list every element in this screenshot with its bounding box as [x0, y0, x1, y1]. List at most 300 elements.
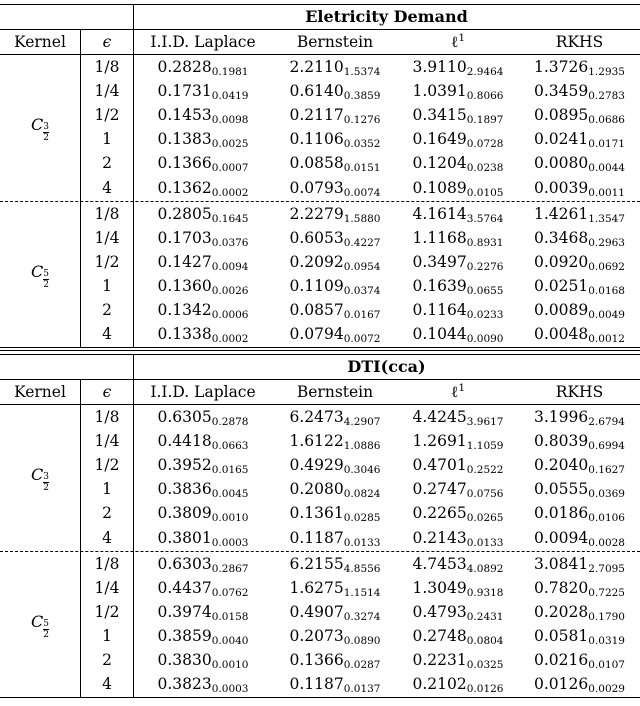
cell-iid-laplace	[133, 672, 273, 696]
mean-value: 4.7453	[412, 554, 467, 573]
cell-bernstein	[273, 477, 397, 501]
cell-bernstein	[273, 127, 397, 151]
mean-value: 0.0080	[534, 154, 589, 173]
epsilon-value: 1/8	[94, 204, 120, 223]
std-value: 4.2907	[343, 416, 381, 428]
cell-iid-laplace	[133, 226, 273, 250]
mean-value: 0.0857	[289, 301, 344, 319]
mean-value: 0.4418	[157, 432, 212, 451]
kernel-fraction	[43, 122, 49, 143]
std-value: 0.0098	[211, 114, 249, 127]
cell-bernstein	[273, 103, 397, 127]
cell-l1	[397, 250, 519, 274]
mean-value: 0.0794	[289, 325, 344, 344]
std-value: 0.2878	[211, 416, 249, 428]
std-value: 0.0133	[466, 536, 504, 549]
mean-value: 0.1731	[157, 82, 212, 101]
epsilon-value: 1/4	[94, 432, 120, 451]
std-value: 3.9617	[466, 416, 504, 428]
mean-value: 0.7820	[534, 578, 589, 597]
kernel-label	[0, 612, 80, 640]
cell-iid-laplace	[133, 103, 273, 127]
header-iid-laplace: I.I.D. Laplace	[150, 33, 256, 51]
mean-value: 0.2143	[412, 528, 467, 547]
header-kernel: Kernel	[14, 383, 66, 401]
cell-rkhs	[519, 55, 640, 79]
mean-value: 0.1427	[157, 252, 212, 271]
mean-value: 0.1366	[157, 154, 212, 173]
std-value: 0.0692	[588, 260, 625, 273]
cell-iid-laplace	[133, 202, 273, 226]
cell-l1	[397, 127, 519, 151]
std-value: 0.0663	[211, 440, 249, 453]
std-value: 0.0137	[343, 683, 381, 696]
mean-value: 0.4437	[157, 578, 212, 597]
cell-iid-laplace	[133, 453, 273, 477]
epsilon-value: 4	[102, 528, 112, 547]
cell-rkhs	[519, 429, 640, 453]
std-value: 0.8066	[466, 90, 504, 103]
cell-bernstein	[273, 226, 397, 250]
std-value: 2.7095	[588, 562, 625, 575]
mean-value: 0.2117	[289, 106, 344, 125]
std-value: 0.9318	[466, 586, 504, 599]
cell-l1	[397, 576, 519, 600]
mean-value: 4.1614	[412, 204, 467, 223]
std-value: 0.4227	[343, 236, 381, 249]
mean-value: 3.1996	[534, 408, 589, 426]
cell-iid-laplace	[133, 322, 273, 346]
cell-bernstein	[273, 250, 397, 274]
mean-value: 0.0251	[534, 276, 589, 295]
cell-bernstein	[273, 405, 397, 429]
std-value: 0.0012	[588, 333, 625, 346]
cell-l1	[397, 600, 519, 624]
mean-value: 0.2805	[157, 204, 212, 223]
mean-value: 0.1044	[412, 325, 467, 344]
cell-bernstein	[273, 298, 397, 322]
cell-l1	[397, 648, 519, 672]
cell-rkhs	[519, 79, 640, 103]
mean-value: 0.6303	[157, 554, 212, 573]
std-value: 0.0040	[211, 634, 249, 647]
std-value: 0.0003	[211, 683, 249, 696]
kernel-fraction-num: 5	[43, 618, 49, 629]
std-value: 0.0376	[211, 236, 249, 249]
mean-value: 0.1453	[157, 106, 212, 125]
mean-value: 0.0094	[534, 528, 589, 547]
cell-rkhs	[519, 322, 640, 346]
std-value: 0.0126	[466, 683, 504, 696]
std-value: 0.2276	[466, 260, 504, 273]
mean-value: 0.3830	[157, 651, 212, 669]
std-value: 0.1897	[466, 114, 504, 127]
std-value: 4.8556	[343, 562, 381, 575]
mean-value: 0.1109	[289, 276, 344, 295]
mean-value: 0.1338	[157, 325, 212, 344]
mean-value: 0.0048	[534, 325, 589, 344]
std-value: 0.0049	[588, 309, 625, 321]
cell-rkhs	[519, 624, 640, 648]
mean-value: 0.6140	[289, 82, 344, 101]
epsilon-value: 2	[102, 154, 112, 173]
cell-rkhs	[519, 127, 640, 151]
table-title: Eletricity Demand	[305, 7, 468, 26]
std-value: 0.0165	[211, 464, 249, 477]
cell-iid-laplace	[133, 576, 273, 600]
col-rule-epsilon	[133, 4, 134, 347]
mean-value: 0.0793	[289, 178, 344, 197]
std-value: 0.0011	[588, 186, 625, 199]
std-value: 0.0369	[588, 488, 625, 501]
kernel-fraction-den: 2	[43, 133, 49, 144]
cell-bernstein	[273, 624, 397, 648]
table-bottom-rule	[0, 347, 640, 348]
std-value: 2.6794	[588, 416, 625, 428]
cell-l1	[397, 298, 519, 322]
mean-value: 0.2747	[412, 480, 467, 499]
std-value: 0.0002	[211, 186, 249, 199]
cell-rkhs	[519, 477, 640, 501]
cell-l1	[397, 202, 519, 226]
std-value: 0.0265	[466, 512, 504, 525]
header-iid-laplace: I.I.D. Laplace	[150, 383, 256, 401]
cell-iid-laplace	[133, 477, 273, 501]
cell-l1	[397, 552, 519, 576]
header-l1: ℓ$^1$	[450, 32, 466, 51]
std-value: 0.0010	[211, 659, 249, 671]
header-rkhs: RKHS	[555, 383, 604, 401]
mean-value: 0.3415	[412, 106, 467, 125]
std-value: 0.0655	[466, 284, 504, 297]
cell-iid-laplace	[133, 405, 273, 429]
cell-rkhs	[519, 405, 640, 429]
std-value: 0.3274	[343, 610, 381, 623]
std-value: 0.0756	[466, 488, 504, 501]
cell-iid-laplace	[133, 298, 273, 322]
mean-value: 0.0895	[534, 106, 589, 125]
std-value: 0.0106	[588, 512, 625, 525]
kernel-fraction-num: 5	[43, 268, 49, 279]
mean-value: 0.3974	[157, 602, 212, 621]
std-value: 0.0954	[343, 260, 381, 273]
cell-rkhs	[519, 648, 640, 672]
std-value: 0.7225	[588, 586, 625, 599]
std-value: 0.0006	[211, 309, 249, 321]
cell-l1	[397, 103, 519, 127]
kernel-fraction-den: 2	[43, 483, 49, 494]
mean-value: 0.1204	[412, 154, 467, 173]
mean-value: 0.0216	[534, 651, 589, 669]
cell-rkhs	[519, 526, 640, 550]
std-value: 0.0025	[211, 138, 249, 151]
mean-value: 0.0089	[534, 301, 589, 319]
kernel-base: C	[31, 261, 44, 281]
epsilon-value: 1/8	[94, 58, 120, 76]
std-value: 0.0167	[343, 309, 381, 321]
mean-value: 1.0391	[412, 82, 467, 101]
epsilon-value: 1	[102, 626, 112, 645]
std-value: 0.0285	[343, 512, 381, 525]
mean-value: 0.1106	[289, 130, 344, 149]
cell-iid-laplace	[133, 127, 273, 151]
kernel-label	[0, 262, 80, 290]
cell-bernstein	[273, 672, 397, 696]
col-rule-kernel	[80, 29, 81, 347]
cell-rkhs	[519, 600, 640, 624]
cell-iid-laplace	[133, 151, 273, 175]
cell-bernstein	[273, 552, 397, 576]
mean-value: 0.2265	[412, 504, 467, 523]
std-value: 0.2522	[466, 464, 504, 477]
std-value: 0.0094	[211, 260, 249, 273]
mean-value: 4.4245	[412, 408, 467, 426]
cell-l1	[397, 274, 519, 298]
epsilon-value: 1/4	[94, 82, 120, 101]
header-bernstein: Bernstein	[296, 33, 374, 51]
std-value: 0.0319	[588, 634, 625, 647]
std-value: 0.0728	[466, 138, 504, 151]
epsilon-value: 1/2	[94, 602, 120, 621]
mean-value: 0.1089	[412, 178, 467, 197]
kernel-fraction	[43, 269, 49, 290]
std-value: 0.0233	[466, 309, 504, 321]
cell-iid-laplace	[133, 526, 273, 550]
cell-l1	[397, 477, 519, 501]
cell-bernstein	[273, 600, 397, 624]
mean-value: 3.9110	[412, 58, 467, 76]
std-value: 1.1514	[343, 586, 381, 599]
std-value: 0.2867	[211, 562, 249, 575]
mean-value: 0.1360	[157, 276, 212, 295]
cell-bernstein	[273, 453, 397, 477]
epsilon-value: 1	[102, 130, 112, 149]
std-value: 0.1790	[588, 610, 625, 623]
cell-iid-laplace	[133, 274, 273, 298]
std-value: 0.0028	[588, 536, 625, 549]
std-value: 0.0238	[466, 162, 504, 175]
cell-bernstein	[273, 648, 397, 672]
std-value: 1.3547	[588, 212, 625, 225]
std-value: 1.5374	[343, 66, 381, 78]
std-value: 0.0002	[211, 333, 249, 346]
kernel-base: C	[31, 611, 44, 631]
cell-iid-laplace	[133, 429, 273, 453]
std-value: 0.1627	[588, 464, 625, 477]
std-value: 0.0090	[466, 333, 504, 346]
mean-value: 0.1703	[157, 228, 212, 247]
kernel-base: C	[31, 115, 44, 135]
std-value: 0.0419	[211, 90, 249, 103]
header-rkhs: RKHS	[555, 33, 604, 51]
mean-value: 0.2102	[412, 675, 467, 694]
cell-bernstein	[273, 202, 397, 226]
epsilon-value: 1/4	[94, 228, 120, 247]
epsilon-value: 2	[102, 651, 112, 669]
std-value: 0.0045	[211, 488, 249, 501]
mean-value: 0.2231	[412, 651, 467, 669]
cell-bernstein	[273, 526, 397, 550]
cell-bernstein	[273, 176, 397, 200]
cell-l1	[397, 526, 519, 550]
cell-rkhs	[519, 576, 640, 600]
cell-l1	[397, 501, 519, 525]
mean-value: 0.4701	[412, 456, 467, 475]
std-value: 0.0762	[211, 586, 249, 599]
cell-rkhs	[519, 226, 640, 250]
cell-l1	[397, 151, 519, 175]
kernel-fraction-den: 2	[43, 629, 49, 640]
std-value: 1.5880	[343, 212, 381, 225]
epsilon-value: 1	[102, 276, 112, 295]
epsilon-value: 2	[102, 504, 112, 523]
kernel-fraction	[43, 472, 49, 493]
mean-value: 0.0920	[534, 252, 589, 271]
std-value: 0.0824	[343, 488, 381, 501]
std-value: 1.1059	[466, 440, 504, 453]
std-value: 4.0892	[466, 562, 504, 575]
std-value: 0.0686	[588, 114, 625, 127]
cell-iid-laplace	[133, 250, 273, 274]
std-value: 2.9464	[466, 66, 504, 78]
std-value: 0.0072	[343, 333, 381, 346]
col-rule-epsilon	[133, 354, 134, 697]
std-value: 0.0168	[588, 284, 625, 297]
cell-l1	[397, 322, 519, 346]
std-value: 0.0074	[343, 186, 381, 199]
mean-value: 1.6122	[289, 432, 344, 451]
mean-value: 0.3836	[157, 480, 212, 499]
std-value: 0.0171	[588, 138, 625, 151]
mean-value: 0.1649	[412, 130, 467, 149]
cell-bernstein	[273, 151, 397, 175]
kernel-fraction	[43, 619, 49, 640]
cell-rkhs	[519, 298, 640, 322]
epsilon-value: 4	[102, 178, 112, 197]
cell-bernstein	[273, 55, 397, 79]
std-value: 0.3859	[343, 90, 381, 103]
cell-bernstein	[273, 429, 397, 453]
mean-value: 0.3809	[157, 504, 212, 523]
std-value: 0.0044	[588, 162, 625, 175]
kernel-fraction-den: 2	[43, 279, 49, 290]
cell-iid-laplace	[133, 501, 273, 525]
std-value: 0.0890	[343, 634, 381, 647]
epsilon-value: 1/2	[94, 456, 120, 475]
std-value: 0.0029	[588, 683, 625, 696]
kernel-base: C	[31, 465, 44, 485]
cell-l1	[397, 79, 519, 103]
std-value: 0.0287	[343, 659, 381, 671]
mean-value: 0.0039	[534, 178, 589, 197]
cell-rkhs	[519, 250, 640, 274]
mean-value: 0.2092	[289, 252, 344, 271]
table-title: DTI(cca)	[347, 357, 426, 376]
cell-rkhs	[519, 552, 640, 576]
mean-value: 0.0126	[534, 675, 589, 694]
cell-l1	[397, 55, 519, 79]
mean-value: 0.3497	[412, 252, 467, 271]
epsilon-value: 4	[102, 325, 112, 344]
std-value: 0.0151	[343, 162, 381, 175]
header-epsilon: ϵ	[102, 33, 112, 51]
mean-value: 3.0841	[534, 554, 589, 573]
std-value: 0.0007	[211, 162, 249, 175]
cell-bernstein	[273, 322, 397, 346]
mean-value: 0.2748	[412, 626, 467, 645]
cell-l1	[397, 405, 519, 429]
mean-value: 1.1168	[412, 228, 467, 247]
cell-rkhs	[519, 103, 640, 127]
std-value: 0.2783	[588, 90, 625, 103]
epsilon-value: 4	[102, 675, 112, 694]
std-value: 3.5764	[466, 212, 504, 225]
mean-value: 0.3801	[157, 528, 212, 547]
std-value: 0.1645	[211, 212, 249, 225]
mean-value: 0.3459	[534, 82, 589, 101]
mean-value: 6.2473	[289, 408, 344, 426]
epsilon-value: 1/2	[94, 252, 120, 271]
mean-value: 0.4929	[289, 456, 344, 475]
cell-rkhs	[519, 501, 640, 525]
cell-rkhs	[519, 151, 640, 175]
mean-value: 0.1362	[157, 178, 212, 197]
cell-l1	[397, 226, 519, 250]
cell-iid-laplace	[133, 55, 273, 79]
mean-value: 1.3049	[412, 578, 467, 597]
cell-iid-laplace	[133, 79, 273, 103]
std-value: 0.3046	[343, 464, 381, 477]
std-value: 0.2431	[466, 610, 504, 623]
mean-value: 0.2040	[534, 456, 589, 475]
table-double-rule	[0, 350, 640, 351]
cell-iid-laplace	[133, 600, 273, 624]
kernel-fraction-num: 3	[43, 472, 49, 483]
mean-value: 0.4907	[289, 602, 344, 621]
mean-value: 0.1366	[289, 651, 344, 669]
mean-value: 0.6305	[157, 408, 212, 426]
mean-value: 0.2073	[289, 626, 344, 645]
std-value: 0.0804	[466, 634, 504, 647]
mean-value: 0.2028	[534, 602, 589, 621]
mean-value: 0.1187	[289, 528, 344, 547]
mean-value: 2.2279	[289, 204, 344, 223]
col-rule-kernel	[80, 379, 81, 697]
std-value: 0.2963	[588, 236, 625, 249]
cell-l1	[397, 429, 519, 453]
std-value: 0.0325	[466, 659, 504, 671]
std-value: 1.0886	[343, 440, 381, 453]
kernel-label	[0, 115, 80, 143]
cell-l1	[397, 672, 519, 696]
std-value: 1.2935	[588, 66, 625, 78]
kernel-label	[0, 465, 80, 493]
mean-value: 0.0858	[289, 154, 344, 173]
mean-value: 0.1164	[412, 301, 467, 319]
cell-rkhs	[519, 202, 640, 226]
mean-value: 0.0581	[534, 626, 589, 645]
std-value: 0.0158	[211, 610, 249, 623]
mean-value: 0.3823	[157, 675, 212, 694]
header-kernel: Kernel	[14, 33, 66, 51]
epsilon-value: 1/4	[94, 578, 120, 597]
std-value: 0.0010	[211, 512, 249, 525]
cell-bernstein	[273, 576, 397, 600]
mean-value: 0.4793	[412, 602, 467, 621]
mean-value: 0.2828	[157, 58, 212, 76]
mean-value: 0.1383	[157, 130, 212, 149]
std-value: 0.0133	[343, 536, 381, 549]
